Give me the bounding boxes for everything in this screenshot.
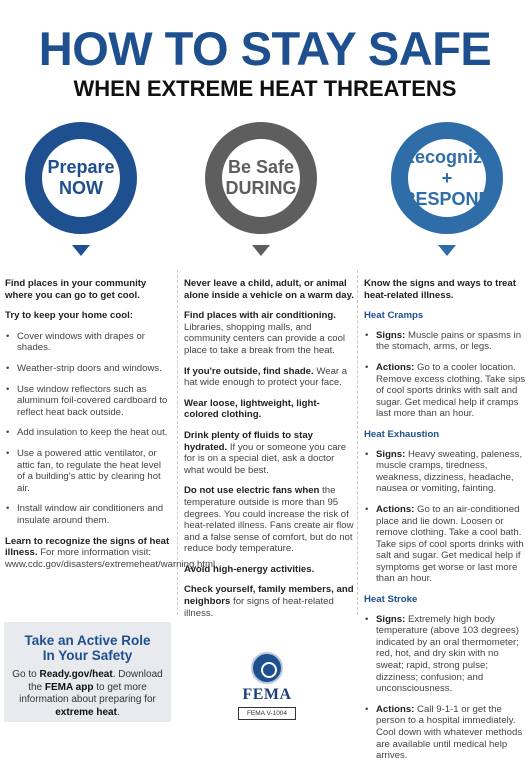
be-safe-during-circle xyxy=(205,122,317,234)
respond-arrow-icon xyxy=(438,245,456,256)
prepare-intro: Find places in your community where you can go to get cool. xyxy=(5,278,147,301)
during-tip: If you're outside, find shade. Wear a hat wide enough to protect your face. xyxy=(184,365,348,389)
respond-circle-line1: Recognize xyxy=(401,146,493,167)
during-tip: Wear loose, lightweight, light-colored clothing. xyxy=(184,397,320,421)
during-tip: Avoid high-energy activities. xyxy=(184,563,315,575)
home-cool-list xyxy=(5,331,171,527)
prepare-circle-line1: Prepare xyxy=(47,157,115,177)
promo-text: Go to Ready.gov/heat. Download the FEMA app to get more information about preparing for extreme heat. xyxy=(12,669,163,718)
during-circle-line1: Be Safe xyxy=(227,157,295,177)
during-circle-line2: DURING xyxy=(225,178,297,198)
during-column xyxy=(184,278,354,628)
page-title: HOW TO STAY SAFE xyxy=(38,22,492,75)
list-item: • Cover windows with drapes or shades. xyxy=(5,331,171,354)
heat-exhaustion-list xyxy=(364,449,528,586)
list-item: • Actions: Go to an air-conditioned place and lie down. Loosen or remove clothing. Take a cool bath. Take sips of cool sports drinks with salt and sugar. Get medical help if symptoms get worse or last more than an hour. xyxy=(364,504,528,585)
respond-circle-line2: + RESPOND xyxy=(402,167,492,209)
list-item: • Add insulation to keep the heat out. xyxy=(5,427,171,439)
prepare-circle-line2: NOW xyxy=(58,178,103,198)
prepare-arrow-icon xyxy=(72,245,90,256)
active-role-box xyxy=(4,622,171,722)
ready-gov-link[interactable]: Ready.gov/heat xyxy=(39,669,113,680)
column-divider xyxy=(357,270,358,615)
list-item: • Actions: Call 9-1-1 or get the person to a hospital immediately. Cool down with whatever methods are available until medical help arrives. xyxy=(364,704,528,762)
list-item: • Actions: Go to a cooler location. Remove excess clothing. Take sips of cool sports drinks with salt and sugar. Get medical help if cramps last more than an hour. xyxy=(364,362,528,420)
list-item: • Signs: Extremely high body temperature (above 103 degrees) indicated by an oral thermometer; red, hot, and dry skin with no sweat; rapid, strong pulse; dizziness; confusion; and unconsciousness. xyxy=(364,614,528,695)
prepare-now-circle xyxy=(25,122,137,234)
during-tip: Check yourself, family members, and neighbors for signs of heat-related illness. xyxy=(184,584,354,619)
list-item: • Use window reflectors such as aluminum foil-covered cardboard to reflect heat back outside. xyxy=(5,384,171,419)
during-tip: Find places with air conditioning. Libraries, shopping malls, and community centers can provide a cool place to take a break from the heat. xyxy=(184,310,346,356)
heat-stroke-heading: Heat Stroke xyxy=(364,594,418,606)
during-tip: Do not use electric fans when the temperature outside is more than 95 degrees. You could increase the risk of heat-related illness. Fans create air flow and a false sense of comfort, but do not reduce body temperature. xyxy=(184,485,354,555)
learn-signs-paragraph: Learn to recognize the signs of heat illness. For more information visit: www.cdc.gov/disasters/extremeheat/warning.html. xyxy=(5,535,218,570)
list-item: • Signs: Heavy sweating, paleness, muscle cramps, tiredness, weakness, dizziness, headache, nausea or vomiting, fainting. xyxy=(364,449,528,495)
during-arrow-icon xyxy=(252,245,270,256)
heat-cramps-heading: Heat Cramps xyxy=(364,310,424,322)
list-item: • Signs: Muscle pains or spasms in the stomach, arms, or legs. xyxy=(364,330,528,353)
dhs-seal-icon xyxy=(251,652,283,684)
during-tip: Drink plenty of fluids to stay hydrated. If you or someone you care for is on a special diet, ask a doctor what would be best. xyxy=(184,429,347,476)
prepare-column xyxy=(5,278,218,579)
list-item: • Use a powered attic ventilator, or attic fan, to regulate the heat level of a building's attic by clearing hot air. xyxy=(5,448,171,494)
publication-code: FEMA V-1004 xyxy=(238,707,296,720)
respond-intro: Know the signs and ways to treat heat-related illness. xyxy=(364,278,516,301)
heat-stroke-list xyxy=(364,614,528,762)
recognize-respond-circle xyxy=(391,122,503,234)
list-item: • Install window air conditioners and insulate around them. xyxy=(5,503,171,526)
list-item: • Weather-strip doors and windows. xyxy=(5,363,171,375)
heat-exhaustion-heading: Heat Exhaustion xyxy=(364,428,440,440)
during-tip: Never leave a child, adult, or animal alone inside a vehicle on a warm day. xyxy=(184,278,354,301)
page-subtitle: WHEN EXTREME HEAT THREATENS xyxy=(73,76,457,101)
fema-logo: FEMA xyxy=(242,686,292,703)
home-cool-heading: Try to keep your home cool: xyxy=(5,310,133,322)
promo-title: Take an Active Role In Your Safety xyxy=(24,633,151,663)
respond-column xyxy=(364,278,528,771)
heat-cramps-list xyxy=(364,330,528,420)
